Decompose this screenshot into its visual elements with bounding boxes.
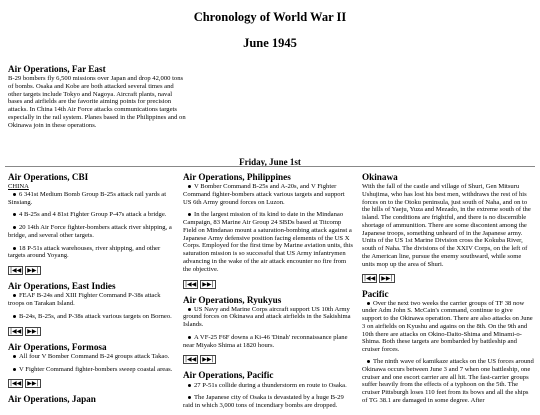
nav-arrows [8, 327, 41, 336]
nav-arrows [362, 274, 395, 283]
day-heading: Friday, June 1st [239, 157, 301, 167]
list-item: 18 P-51s attack warehouses, river shipping, and other targets around Yoyang. [8, 244, 161, 260]
list-item: All four V Bomber Command B-24 groups attack Takao. [8, 353, 173, 361]
bullet-icon [13, 247, 16, 250]
list-item: In the largest mission of its kind to date in the Mindanao Campaign, 83 Marine Air Group 24 SBDs based at Titcomp Field on Mindanao mount a saturation-bombing attack against a Japanese Army defensive position facing elements of the US X Corps. Employed for the first time by Marine aviation units, this saturation mission is so successful that US Army infantrymen advancing in the wake of the air attack encounter no fire from the objective. [183, 211, 353, 273]
prev-button[interactable]: |◀◀ [364, 274, 376, 282]
divider [5, 166, 535, 167]
next-button[interactable]: ▶▶| [202, 356, 214, 364]
bullet-icon [13, 315, 16, 318]
pacific-paragraph-2: The ninth wave of kamikaze attacks on the US forces around Okinawa occurs between June 3 and 7 when one battleship, one cruiser and one escort carrier are all hit. The fast-carrier groups suffer heavily from the effects of a typhoon on the 5th. The cruiser Pittsburgh loses 110 feet from its bows and all the ships of TG 38.1 are damaged in some degree. After [362, 358, 534, 404]
section-heading: Air Operations, Formosa [8, 341, 107, 352]
list-item: A VF-25 F6F downs a Ki-46 'Dinah' reconnaissance plane near Miyako Shima at 1820 hours. [183, 333, 348, 349]
next-button[interactable]: ▶▶| [27, 327, 39, 335]
section-heading: Pacific [362, 288, 389, 299]
bullet-icon [188, 213, 191, 216]
section-heading: Air Operations, Ryukyus [183, 294, 282, 305]
bullet-icon [188, 308, 191, 311]
item-list [8, 191, 173, 260]
nav-arrows [183, 280, 216, 289]
bullet-icon [13, 355, 16, 358]
list-item: 4 B-25s and 4 81st Fighter Group P-47s attack a bridge. [8, 211, 173, 219]
column-1 [8, 172, 173, 405]
section-heading: Okinawa [362, 172, 398, 182]
bullet-icon [188, 185, 191, 188]
section-text: B-29 bombers fly 6,500 missions over Japan and drop 42,000 tons of bombs. Osaka and Kobe are both attacked several times and other targets include Tokyo and Nagoya. Aircraft plants, naval bases and airfields are the favorite aiming points for precision attacks. In China 14th Air Force attacks communications targets especially in the rail system. Planes based in the Philippines and on Okinawa join in these operations. [8, 75, 186, 129]
prev-button[interactable]: |◀◀ [10, 327, 22, 335]
prev-button[interactable]: |◀◀ [185, 280, 197, 288]
nav-arrows [8, 266, 41, 275]
bullet-icon [13, 368, 16, 371]
list-item: 27 P-51s collide during a thunderstorm en route to Osaka. [183, 382, 353, 390]
prev-button[interactable]: |◀◀ [185, 356, 197, 364]
list-item: B-24s, B-25s, and P-38s attack various targets on Borneo. [8, 313, 173, 321]
nav-arrows [8, 379, 41, 388]
bullet-icon [188, 384, 191, 387]
nav-arrows [183, 355, 216, 364]
section-heading: Air Operations, Philippines [183, 172, 291, 182]
column-2 [183, 172, 353, 415]
okinawa-text: With the fall of the castle and village of Shuri, Gen Mitsuru Ushujima, who has lost his best men, withdraws the rest of his forces on to the Otoku peninsula, just south of Naha, and on to the hills of Yaeju, Yuza and Mezado, in the extreme south of the island. The conditions are frightful, and there is no discernible shortage of ammunition. There are some discontent among the Japanese troops, something unheard of in the Japanese army. Units of the US 1st Marine Division cross the Kokuba River, south of Naha. The divisions of the XXIV Corps, on the left of the American line, pursue the enemy southward, while some units mop up the area of Shuri. [362, 183, 531, 268]
next-button[interactable]: ▶▶| [381, 274, 393, 282]
list-item: FEAF B-24s and XIII Fighter Command P-38s attack troops on Tarakan Island. [8, 292, 161, 308]
prev-button[interactable]: |◀◀ [10, 380, 22, 388]
section-heading: Air Operations, CBI [8, 172, 89, 182]
pacific-paragraph-1: Over the next two weeks the carrier groups of TF 38 now under Adm John S. McCain's command, continue to give support to the Okinawa operation. There are also attacks on June 3 on airfields on Kyushu and agains on the 8th. On the 9th and 10th there are attacks on Okino-Daito-Shima and Minami-o-Shima. Both these targets are bombarded by battleship and cruiser forces. [362, 299, 533, 354]
column-3 [362, 172, 534, 409]
next-button[interactable]: ▶▶| [27, 380, 39, 388]
bullet-icon [188, 336, 191, 339]
section-heading: Air Operations, Japan [8, 394, 96, 405]
item-list [183, 306, 353, 350]
bullet-icon [13, 226, 16, 229]
list-item: V Bomber Command B-25s and A-20s, and V Fighter Command fighter-bombers attack various targets and support US 6th Army ground forces on Luzon. [183, 183, 345, 206]
bullet-icon [367, 302, 370, 305]
list-item: 20 14th Air Force fighter-bombers attack river shipping, a bridge, and several other targets. [8, 224, 172, 239]
next-button[interactable]: ▶▶| [27, 267, 39, 275]
section-heading: Air Operations, East Indies [8, 281, 116, 292]
page-subtitle: June 1945 [243, 36, 297, 50]
list-item: The Japanese city of Osaka is devastated by a huge B-29 raid in which 3,000 tons of incendiary bombs are dropped. [183, 394, 344, 410]
subheading: CHINA [8, 183, 29, 191]
next-button[interactable]: ▶▶| [202, 280, 214, 288]
list-item: V Fighter Command fighter-bombers sweep coastal areas. [8, 366, 173, 374]
item-list [183, 382, 353, 410]
prev-button[interactable]: |◀◀ [10, 267, 22, 275]
far-east-summary [8, 64, 188, 129]
item-list [8, 292, 173, 320]
bullet-icon [13, 294, 16, 297]
item-list [183, 183, 353, 273]
section-heading: Air Operations, Pacific [183, 370, 274, 381]
bullet-icon [367, 360, 370, 363]
list-item: US Navy and Marine Corps aircraft support US 10th Army ground forces on Okinawa and attack airfields in the Sakishima Islands. [183, 305, 351, 329]
item-list [8, 353, 173, 374]
bullet-icon [13, 193, 16, 196]
bullet-icon [188, 396, 191, 399]
page-title: Chronology of World War II [193, 10, 347, 24]
bullet-icon [13, 213, 16, 216]
section-heading: Air Operations, Far East [8, 64, 106, 74]
list-item: 6 341st Medium Bomb Group B-25s attack rail yards at Sinsiang. [8, 190, 167, 206]
